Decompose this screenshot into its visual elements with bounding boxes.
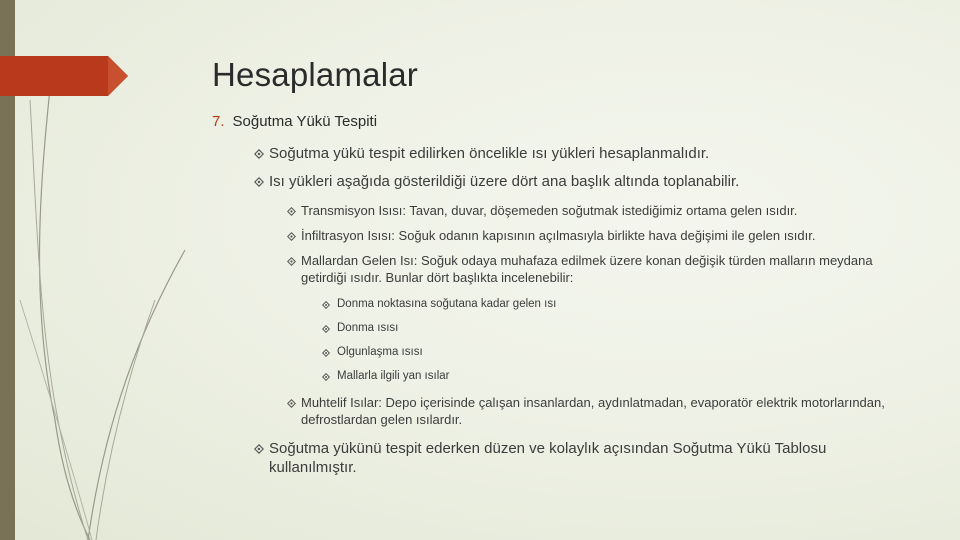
bullet-item bbox=[212, 144, 902, 163]
bullet-text: Transmisyon Isısı: Tavan, duvar, döşemeden soğutmak istediğimiz ortama gelen ısıdır. bbox=[301, 203, 798, 218]
diamond-bullet-icon bbox=[320, 296, 332, 314]
bullet-item bbox=[212, 252, 902, 286]
diamond-bullet-icon bbox=[285, 394, 297, 412]
title-accent-arrow bbox=[0, 56, 128, 96]
bullet-text: Mallarla ilgili yan ısılar bbox=[337, 370, 450, 382]
diamond-bullet-icon bbox=[253, 440, 265, 458]
bullet-text: Muhtelif Isılar: Depo içerisinde çalışan insanlardan, aydınlatmadan, evaporatör elektrik motorlarından, defrostlardan gelen ısılardır. bbox=[301, 395, 885, 427]
diamond-bullet-icon bbox=[253, 145, 265, 163]
bullet-text: Soğutma yükü tespit edilirken öncelikle ısı yükleri hesaplanmalıdır. bbox=[269, 145, 710, 162]
bullet-text: Donma noktasına soğutana kadar gelen ısı bbox=[337, 298, 557, 310]
bullet-item bbox=[212, 321, 902, 336]
diamond-bullet-icon bbox=[320, 344, 332, 362]
bullet-text: Mallardan Gelen Isı: Soğuk odaya muhafaza edilmek üzere konan değişik türden malların meydana getirdiği ısıdır. Bunlar dört başlıkta incelenebilir: bbox=[301, 253, 873, 285]
bullet-text: Soğutma yükünü tespit ederken düzen ve kolaylık açısından Soğutma Yükü Tablosu kullanılmıştır. bbox=[269, 440, 827, 476]
bullet-text: İnfiltrasyon Isısı: Soğuk odanın kapısının açılmasıyla birlikte hava değişimi ile gelen ısıdır. bbox=[301, 228, 816, 243]
diamond-bullet-icon bbox=[253, 173, 265, 191]
bullet-text: Olgunlaşma ısısı bbox=[337, 346, 423, 358]
bullet-item bbox=[212, 297, 902, 312]
bullet-text: Donma ısısı bbox=[337, 322, 399, 334]
bullet-item bbox=[212, 394, 902, 428]
section-heading bbox=[212, 113, 902, 130]
slide-content bbox=[212, 113, 902, 477]
bullet-item bbox=[212, 202, 902, 219]
bullet-item bbox=[212, 227, 902, 244]
diamond-bullet-icon bbox=[320, 368, 332, 386]
bullet-item bbox=[212, 345, 902, 360]
bullet-item bbox=[212, 369, 902, 384]
diamond-bullet-icon bbox=[285, 252, 297, 270]
bullet-item bbox=[212, 439, 902, 477]
diamond-bullet-icon bbox=[285, 202, 297, 220]
bullet-item bbox=[212, 172, 902, 191]
bullet-text: Isı yükleri aşağıda gösterildiği üzere dört ana başlık altında toplanabilir. bbox=[269, 173, 740, 190]
diamond-bullet-icon bbox=[320, 320, 332, 338]
diamond-bullet-icon bbox=[285, 227, 297, 245]
slide-title: Hesaplamalar bbox=[212, 56, 418, 93]
section-number: 7. bbox=[212, 113, 225, 130]
section-heading-text: Soğutma Yükü Tespiti bbox=[232, 113, 378, 130]
